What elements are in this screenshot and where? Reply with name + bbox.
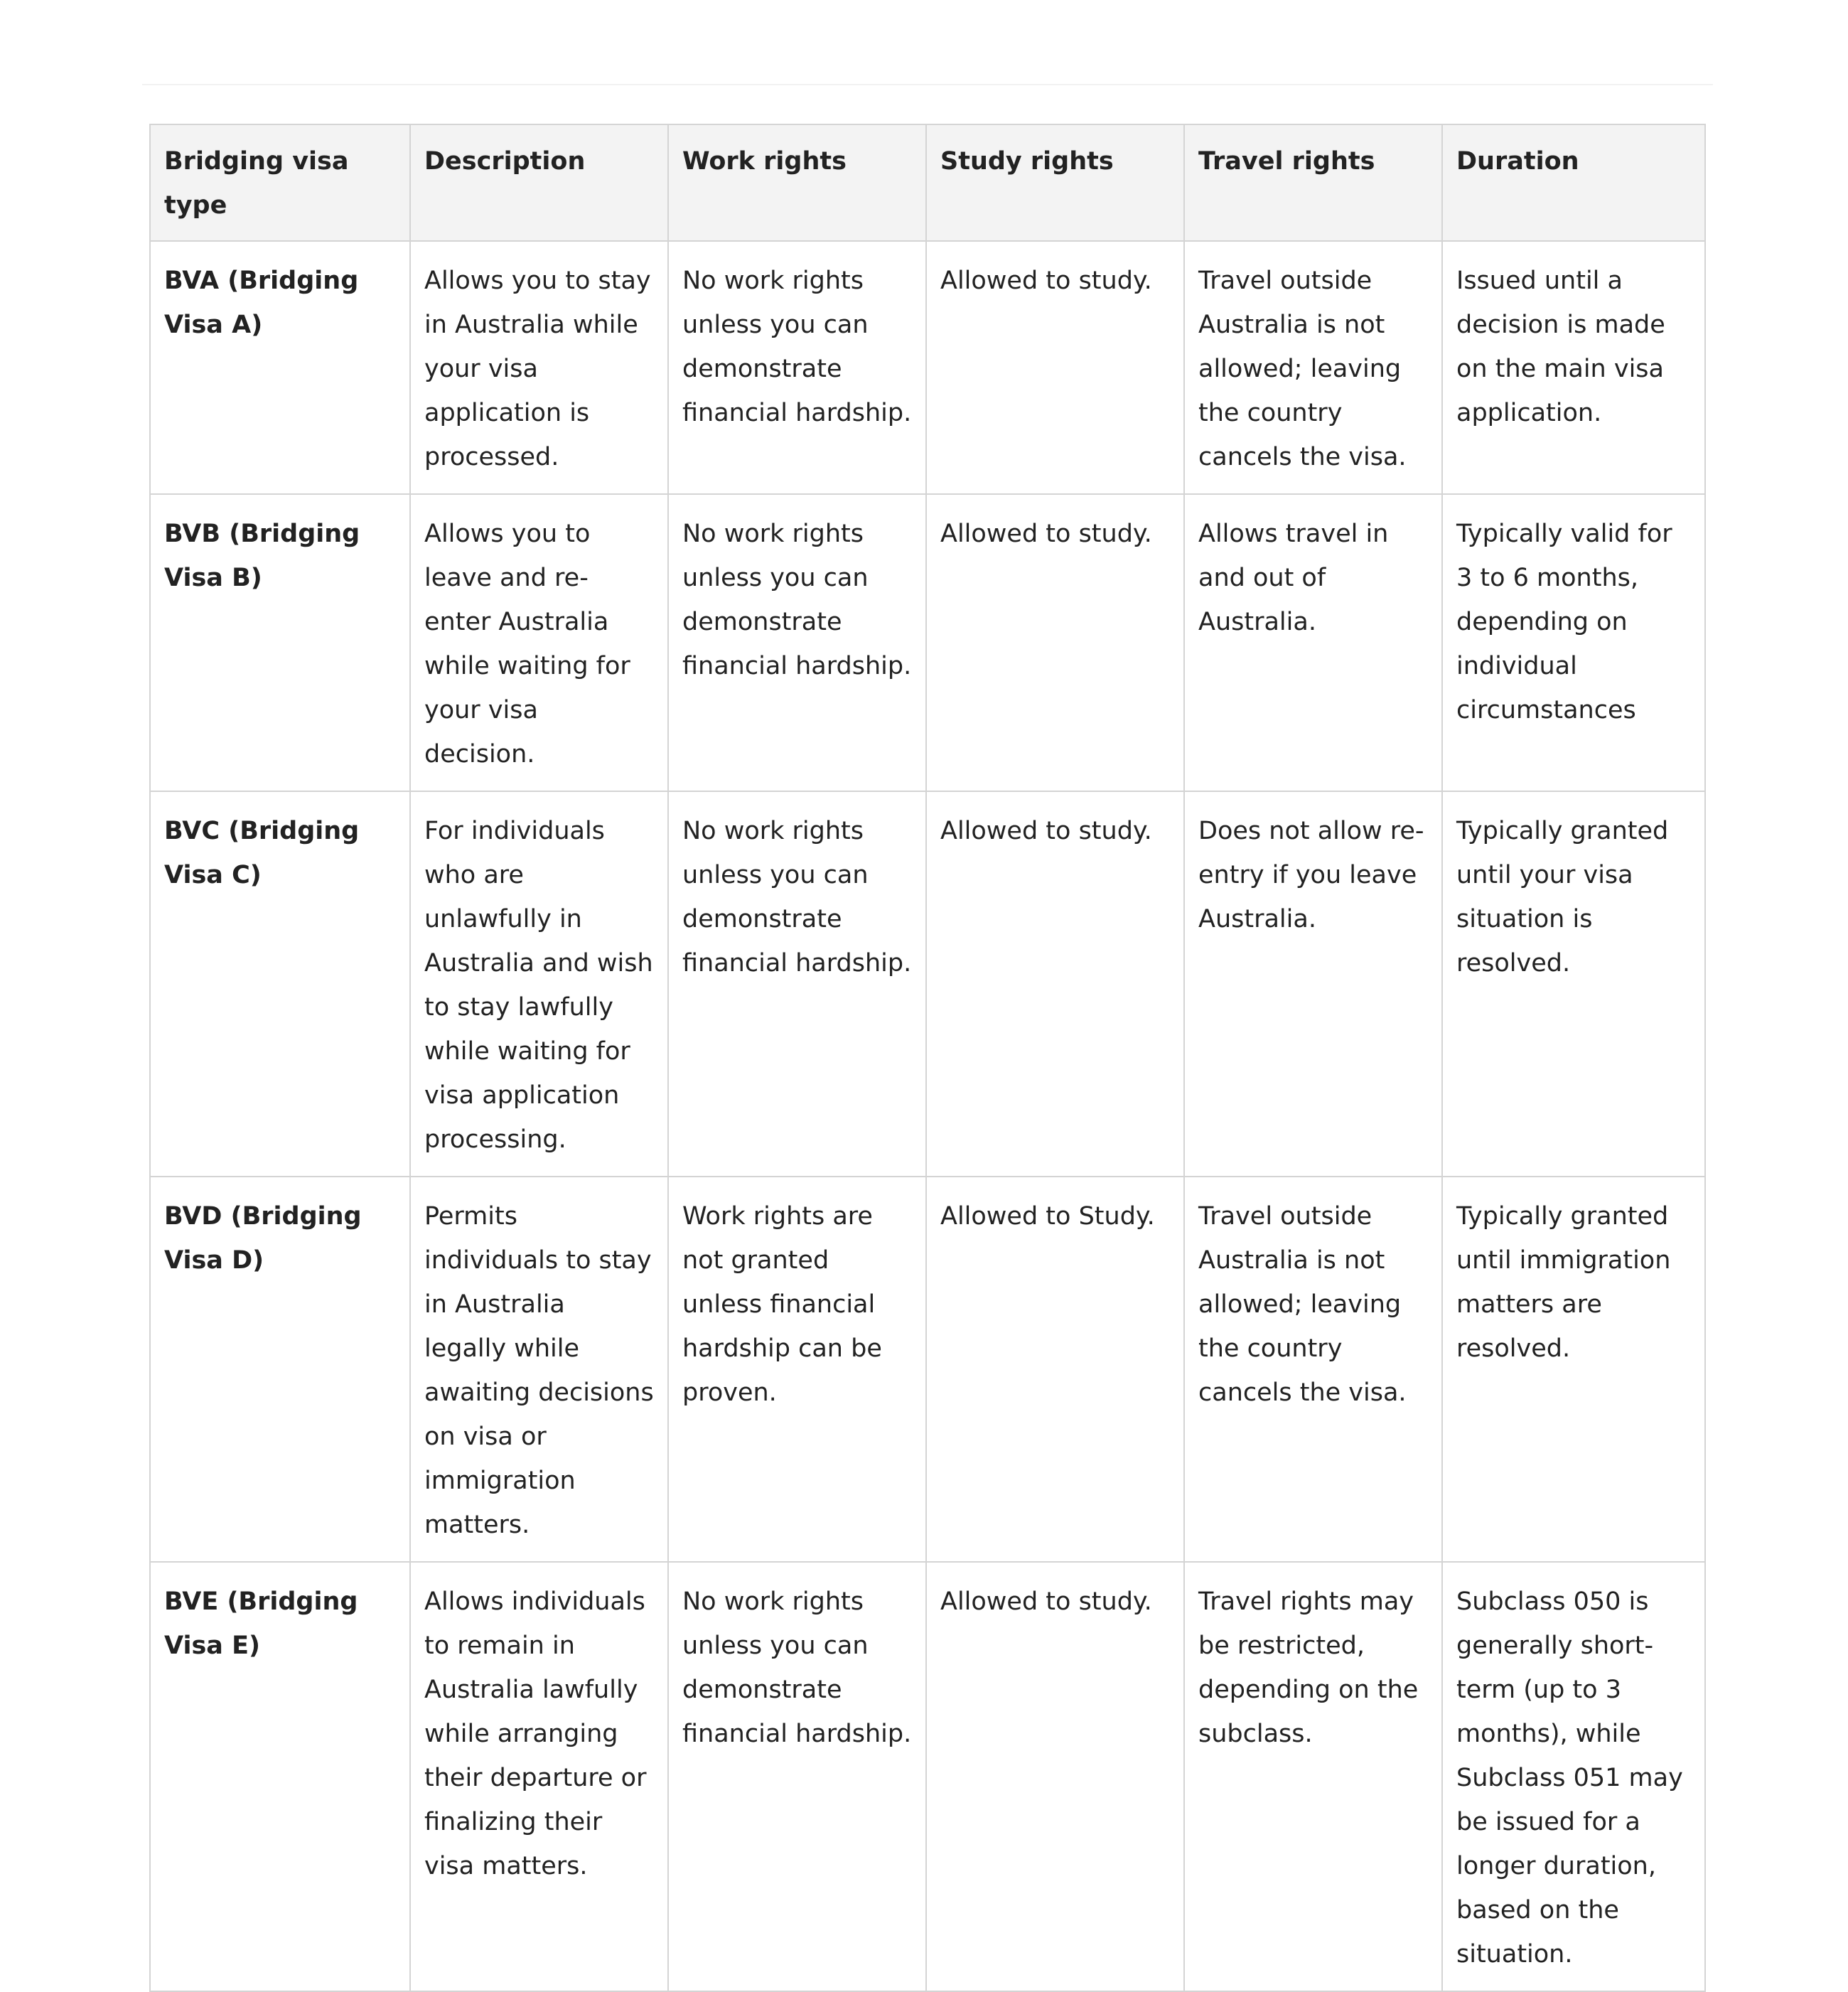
cell-visa-type: BVD (Bridging Visa D)	[150, 1177, 410, 1562]
cell-study-rights: Allowed to study.	[926, 1562, 1184, 1991]
cell-travel-rights: Does not allow re-entry if you leave Australia.	[1184, 791, 1442, 1177]
cell-duration: Issued until a decision is made on the main visa application.	[1442, 241, 1705, 494]
cell-work-rights: Work rights are not granted unless financial hardship can be proven.	[668, 1177, 926, 1562]
header-work-rights: Work rights	[668, 124, 926, 241]
cell-work-rights: No work rights unless you can demonstrate financial hardship.	[668, 494, 926, 791]
cell-duration: Subclass 050 is generally short-term (up to 3 months), while Subclass 051 may be issued for a longer duration, based on the situation.	[1442, 1562, 1705, 1991]
cell-description: Allows you to stay in Australia while your visa application is processed.	[410, 241, 668, 494]
cell-work-rights: No work rights unless you can demonstrate financial hardship.	[668, 791, 926, 1177]
cell-study-rights: Allowed to study.	[926, 241, 1184, 494]
cell-travel-rights: Allows travel in and out of Australia.	[1184, 494, 1442, 791]
cell-description: Allows you to leave and re-enter Australia while waiting for your visa decision.	[410, 494, 668, 791]
cell-travel-rights: Travel rights may be restricted, depending on the subclass.	[1184, 1562, 1442, 1991]
cell-visa-type: BVA (Bridging Visa A)	[150, 241, 410, 494]
cell-travel-rights: Travel outside Australia is not allowed; leaving the country cancels the visa.	[1184, 1177, 1442, 1562]
table-row	[150, 1177, 1705, 1562]
cell-study-rights: Allowed to Study.	[926, 1177, 1184, 1562]
cell-duration: Typically granted until immigration matters are resolved.	[1442, 1177, 1705, 1562]
bridging-visa-table	[149, 124, 1706, 1992]
cell-study-rights: Allowed to study.	[926, 791, 1184, 1177]
cell-description: Permits individuals to stay in Australia legally while awaiting decisions on visa or immigration matters.	[410, 1177, 668, 1562]
table-row	[150, 1562, 1705, 1991]
cell-description: For individuals who are unlawfully in Australia and wish to stay lawfully while waiting for visa application processing.	[410, 791, 668, 1177]
cell-duration: Typically granted until your visa situation is resolved.	[1442, 791, 1705, 1177]
cell-duration: Typically valid for 3 to 6 months, depending on individual circumstances	[1442, 494, 1705, 791]
cell-travel-rights: Travel outside Australia is not allowed; leaving the country cancels the visa.	[1184, 241, 1442, 494]
header-visa-type: Bridging visa type	[150, 124, 410, 241]
cell-visa-type: BVC (Bridging Visa C)	[150, 791, 410, 1177]
header-study-rights: Study rights	[926, 124, 1184, 241]
top-divider	[142, 84, 1713, 85]
table-header-row	[150, 124, 1705, 241]
header-description: Description	[410, 124, 668, 241]
cell-description: Allows individuals to remain in Australia lawfully while arranging their departure or finalizing their visa matters.	[410, 1562, 668, 1991]
cell-study-rights: Allowed to study.	[926, 494, 1184, 791]
cell-visa-type: BVE (Bridging Visa E)	[150, 1562, 410, 1991]
header-travel-rights: Travel rights	[1184, 124, 1442, 241]
table-row	[150, 791, 1705, 1177]
cell-work-rights: No work rights unless you can demonstrate financial hardship.	[668, 241, 926, 494]
table-row	[150, 241, 1705, 494]
header-duration: Duration	[1442, 124, 1705, 241]
cell-work-rights: No work rights unless you can demonstrate financial hardship.	[668, 1562, 926, 1991]
table-row	[150, 494, 1705, 791]
cell-visa-type: BVB (Bridging Visa B)	[150, 494, 410, 791]
